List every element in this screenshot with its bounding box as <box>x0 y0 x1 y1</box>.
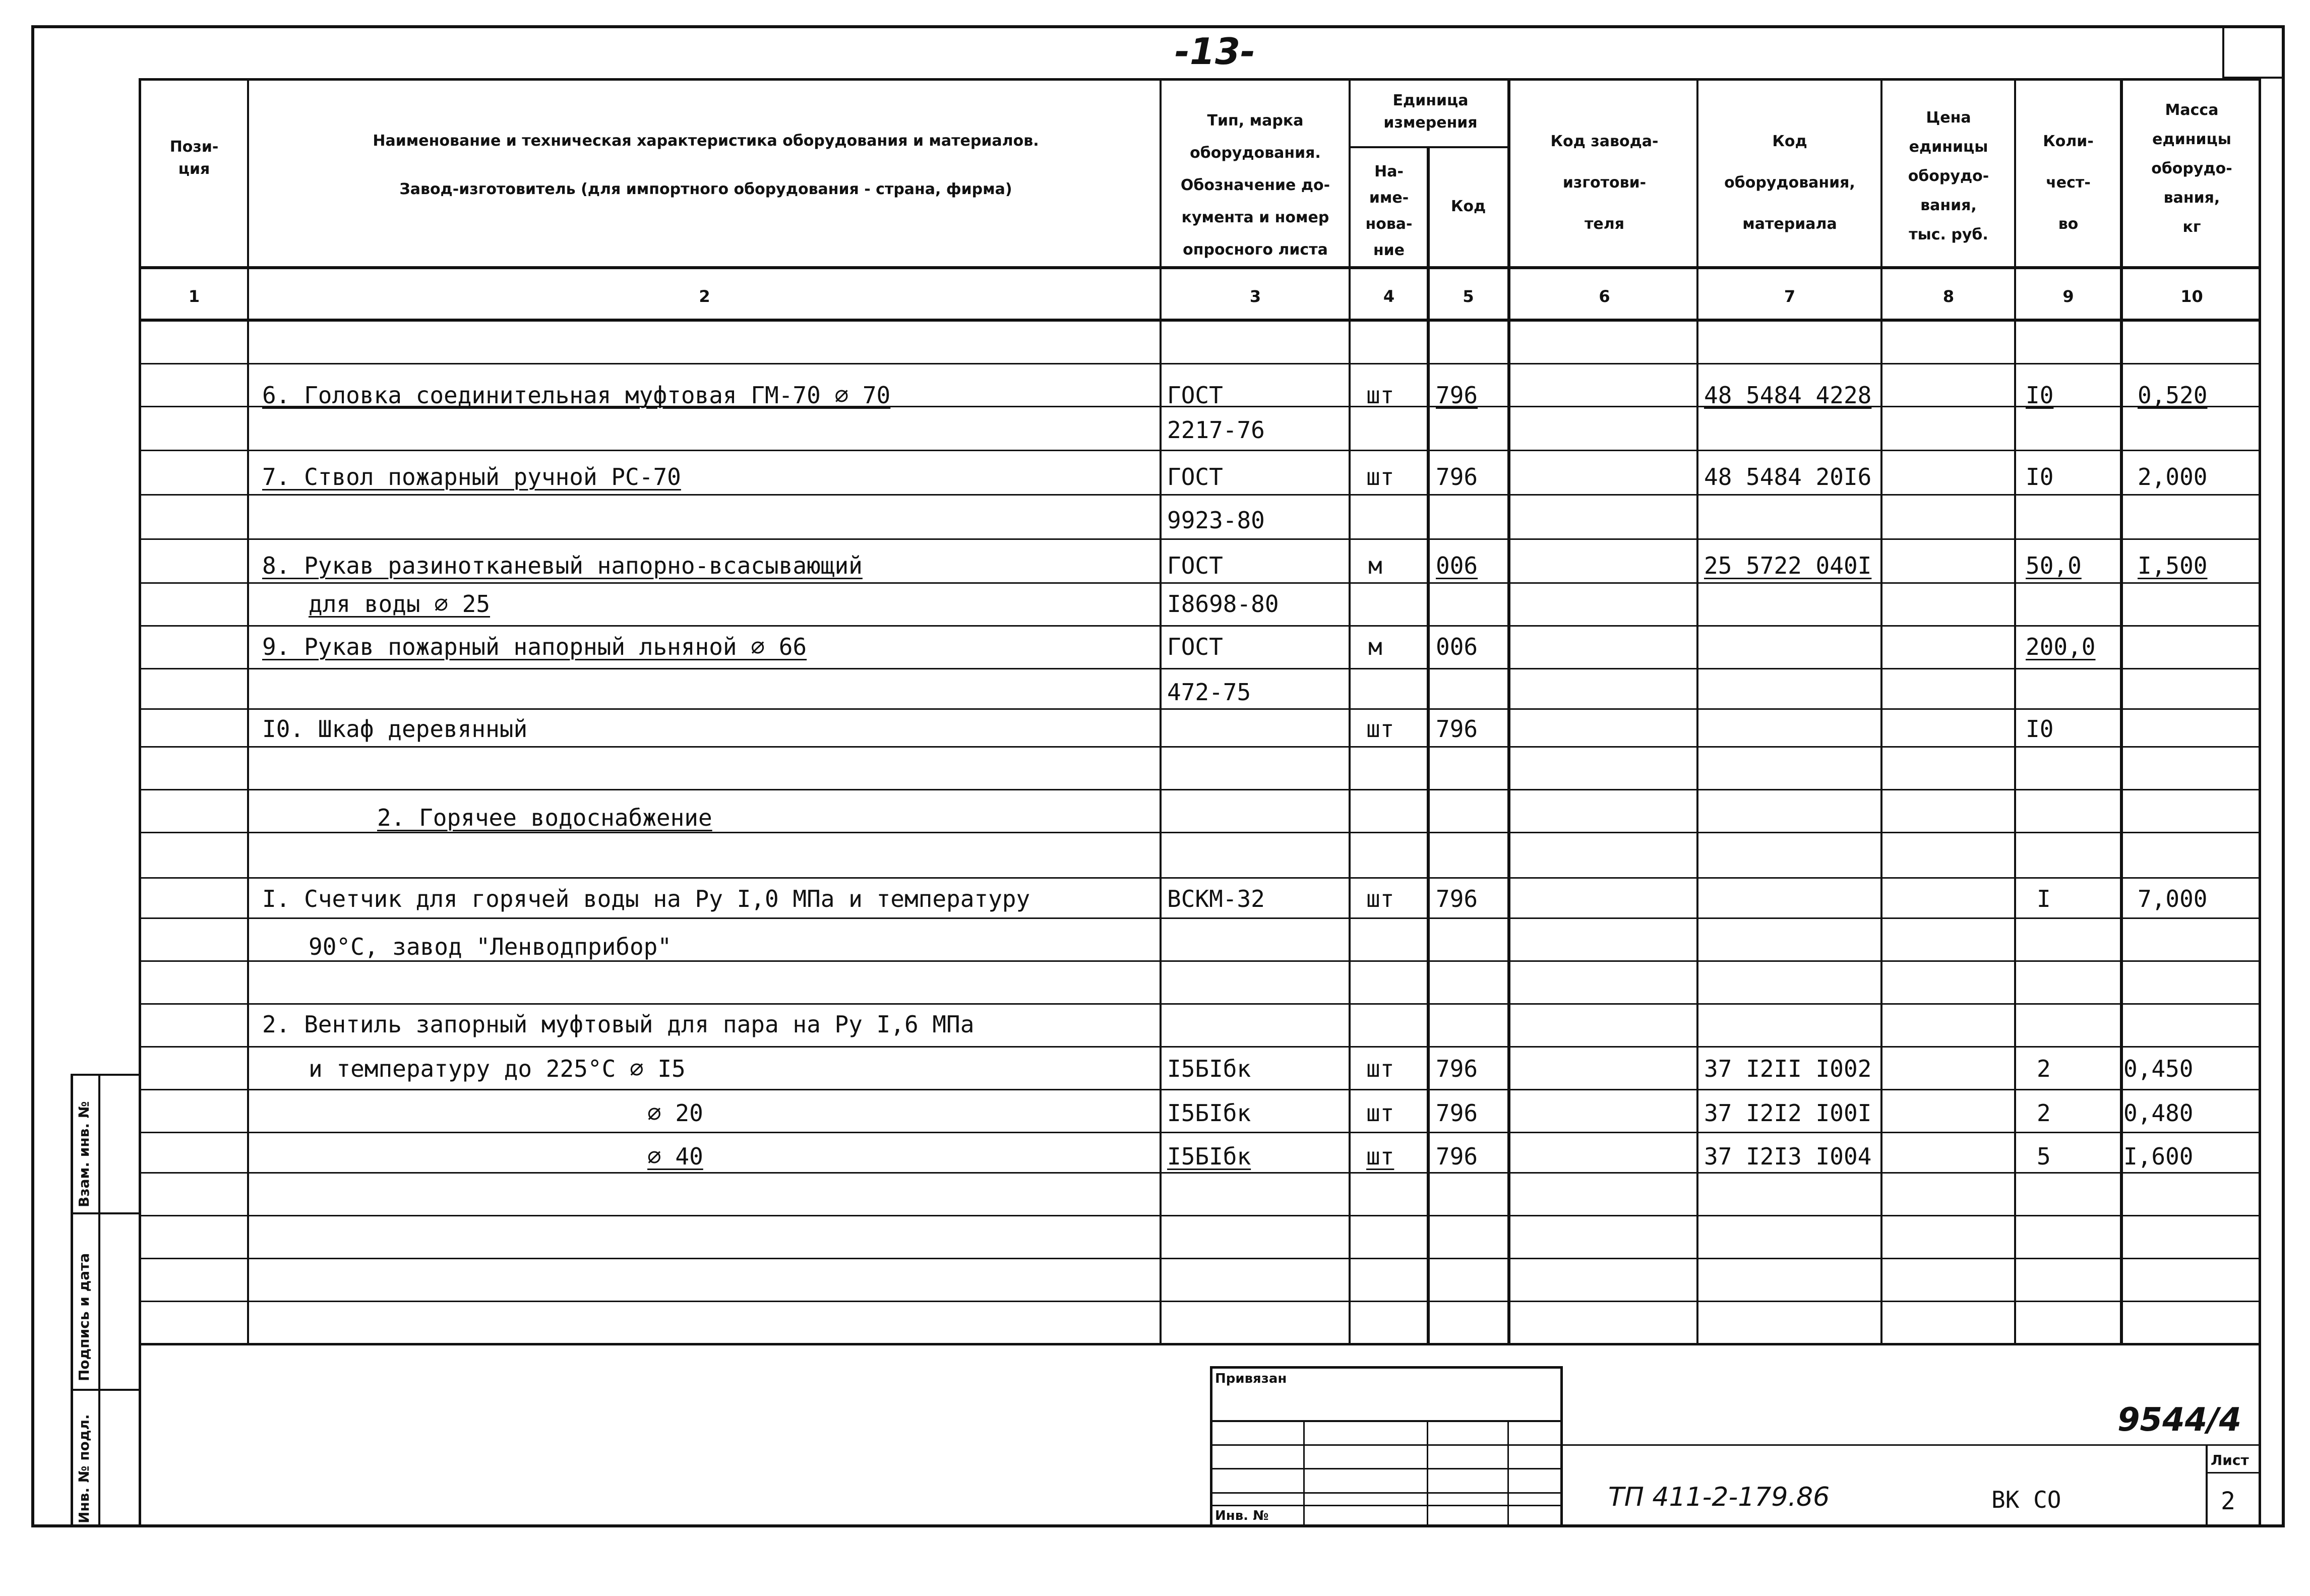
column-number-6: 6 <box>1599 287 1610 306</box>
item-name: 90°С, завод "Ленводприбор" <box>309 933 672 960</box>
item-unit: шт <box>1366 715 1394 743</box>
header-name-line2: Завод-изготовитель (для импортного оборудования - страна, фирма) <box>399 180 1012 198</box>
privyazan-label: Привязан <box>1215 1371 1287 1386</box>
item-equipment-code: 48 5484 20I6 <box>1704 463 1872 490</box>
item-quantity: 2 <box>2037 1099 2051 1127</box>
item-name: 9. Рукав пожарный напорный льняной ⌀ 66 <box>262 633 807 660</box>
item-mass: I,600 <box>2123 1143 2194 1170</box>
page-number: -13- <box>1175 30 1255 73</box>
header-position: Пози- ция <box>169 138 219 178</box>
item-quantity: 200,0 <box>2026 633 2096 660</box>
item-quantity: 2 <box>2037 1055 2051 1082</box>
column-number-3: 3 <box>1249 287 1261 306</box>
item-quantity: 5 <box>2037 1143 2051 1170</box>
item-type: ГОСТ <box>1167 382 1223 409</box>
item-quantity: I0 <box>2026 463 2054 490</box>
item-unit-code: 796 <box>1436 1143 1478 1170</box>
item-type: 472-75 <box>1167 679 1251 706</box>
item-type: ГОСТ <box>1167 633 1223 660</box>
item-unit-code: 796 <box>1436 1055 1478 1082</box>
sheet-number: 2 <box>2221 1487 2235 1515</box>
item-unit-code: 796 <box>1436 1099 1478 1127</box>
column-number-9: 9 <box>2062 287 2074 306</box>
header-type-mark: Тип, марка оборудования. Обозначение до- кумента и номер опросного листа <box>1180 112 1330 259</box>
item-quantity: I0 <box>2026 382 2054 409</box>
item-unit: шт <box>1366 1143 1394 1170</box>
header-factory-code: Код завода- изготови- теля <box>1550 133 1659 233</box>
item-mass: 0,520 <box>2138 382 2208 409</box>
item-unit-code: 796 <box>1436 463 1478 490</box>
item-name: I. Счетчик для горячей воды на Ру I,0 МПа и температуру <box>262 885 1030 912</box>
item-name: ⌀ 20 <box>647 1099 703 1127</box>
item-unit: шт <box>1366 382 1394 409</box>
header-unit-code: Код <box>1450 198 1486 215</box>
item-equipment-code: 48 5484 4228 <box>1704 382 1872 409</box>
item-unit: шт <box>1366 1055 1394 1082</box>
item-unit: шт <box>1366 463 1394 490</box>
privyazan-box <box>1210 1366 1563 1527</box>
item-mass: 7,000 <box>2138 885 2208 912</box>
header-unit-mass: Масса единицы оборудо- вания, кг <box>2151 101 2232 236</box>
section-code: ВК СО <box>1991 1486 2061 1513</box>
item-name: 6. Головка соединительная муфтовая ГМ-70 ⌀ 70 <box>262 382 891 409</box>
column-number-1: 1 <box>188 287 200 306</box>
item-name: 7. Ствол пожарный ручной РС-70 <box>262 463 681 490</box>
item-type: 2217-76 <box>1167 416 1265 444</box>
item-unit: шт <box>1366 1099 1394 1127</box>
archive-number: 9544/4 <box>2117 1401 2242 1439</box>
item-unit-code: 796 <box>1436 885 1478 912</box>
section-heading: 2. Горячее водоснабжение <box>377 804 712 831</box>
item-name: ⌀ 40 <box>647 1143 703 1170</box>
header-name-line1: Наименование и техническая характеристика оборудования и материалов. <box>373 132 1039 150</box>
side-label-original-inv: Инв. № подл. <box>76 1414 92 1523</box>
item-unit: м <box>1368 552 1382 579</box>
item-name: и температуру до 225°С ⌀ I5 <box>309 1055 686 1082</box>
item-equipment-code: 37 I2II I002 <box>1704 1055 1872 1082</box>
column-number-7: 7 <box>1784 287 1796 306</box>
header-quantity: Коли- чест- во <box>2043 133 2094 233</box>
item-quantity: I <box>2037 885 2051 912</box>
item-equipment-code: 37 I2I2 I00I <box>1704 1099 1872 1127</box>
document-code: ТП 411-2-179.86 <box>1608 1482 1830 1512</box>
inventory-number-label: Инв. № <box>1215 1508 1269 1523</box>
item-unit: м <box>1368 633 1382 660</box>
item-unit-code: 006 <box>1436 552 1478 579</box>
item-name: для воды ⌀ 25 <box>309 590 491 618</box>
item-type: I8698-80 <box>1167 590 1279 618</box>
item-type: I5БIбк <box>1167 1055 1251 1082</box>
item-name: 8. Рукав разинотканевый напорно-всасывающий <box>262 552 863 579</box>
item-type: 9923-80 <box>1167 507 1265 534</box>
header-equipment-code: Код оборудования, материала <box>1724 133 1855 233</box>
header-unit-name: На- име- нова- ние <box>1365 163 1413 259</box>
item-mass: 0,450 <box>2123 1055 2194 1082</box>
sheet-label: Лист <box>2211 1452 2249 1468</box>
column-number-2: 2 <box>699 287 710 306</box>
item-quantity: I0 <box>2026 715 2054 743</box>
header-unit-group: Единица измерения <box>1383 92 1478 132</box>
item-quantity: 50,0 <box>2026 552 2082 579</box>
item-mass: 2,000 <box>2138 463 2208 490</box>
item-unit-code: 006 <box>1436 633 1478 660</box>
side-label-replacement-inv: Взам. инв. № <box>76 1101 92 1207</box>
item-name: 2. Вентиль запорный муфтовый для пара на Ру I,6 МПа <box>262 1011 975 1038</box>
item-unit: шт <box>1366 885 1394 912</box>
column-number-8: 8 <box>1942 287 1955 306</box>
header-unit-price: Цена единицы оборудо- вания, тыс. руб. <box>1908 109 1989 243</box>
item-mass: 0,480 <box>2123 1099 2194 1127</box>
side-label-signature-date: Подпись и дата <box>76 1253 92 1381</box>
item-mass: I,500 <box>2138 552 2208 579</box>
item-type: I5БIбк <box>1167 1143 1251 1170</box>
item-unit-code: 796 <box>1436 715 1478 743</box>
item-type: ГОСТ <box>1167 552 1223 579</box>
column-number-10: 10 <box>2180 287 2203 306</box>
item-equipment-code: 25 5722 040I <box>1704 552 1872 579</box>
column-number-4: 4 <box>1383 287 1395 306</box>
column-number-5: 5 <box>1463 287 1474 306</box>
item-type: ГОСТ <box>1167 463 1223 490</box>
item-name: I0. Шкаф деревянный <box>262 715 528 743</box>
item-type: I5БIбк <box>1167 1099 1251 1127</box>
item-unit-code: 796 <box>1436 382 1478 409</box>
item-type: ВСКМ-32 <box>1167 885 1265 912</box>
item-equipment-code: 37 I2I3 I004 <box>1704 1143 1872 1170</box>
